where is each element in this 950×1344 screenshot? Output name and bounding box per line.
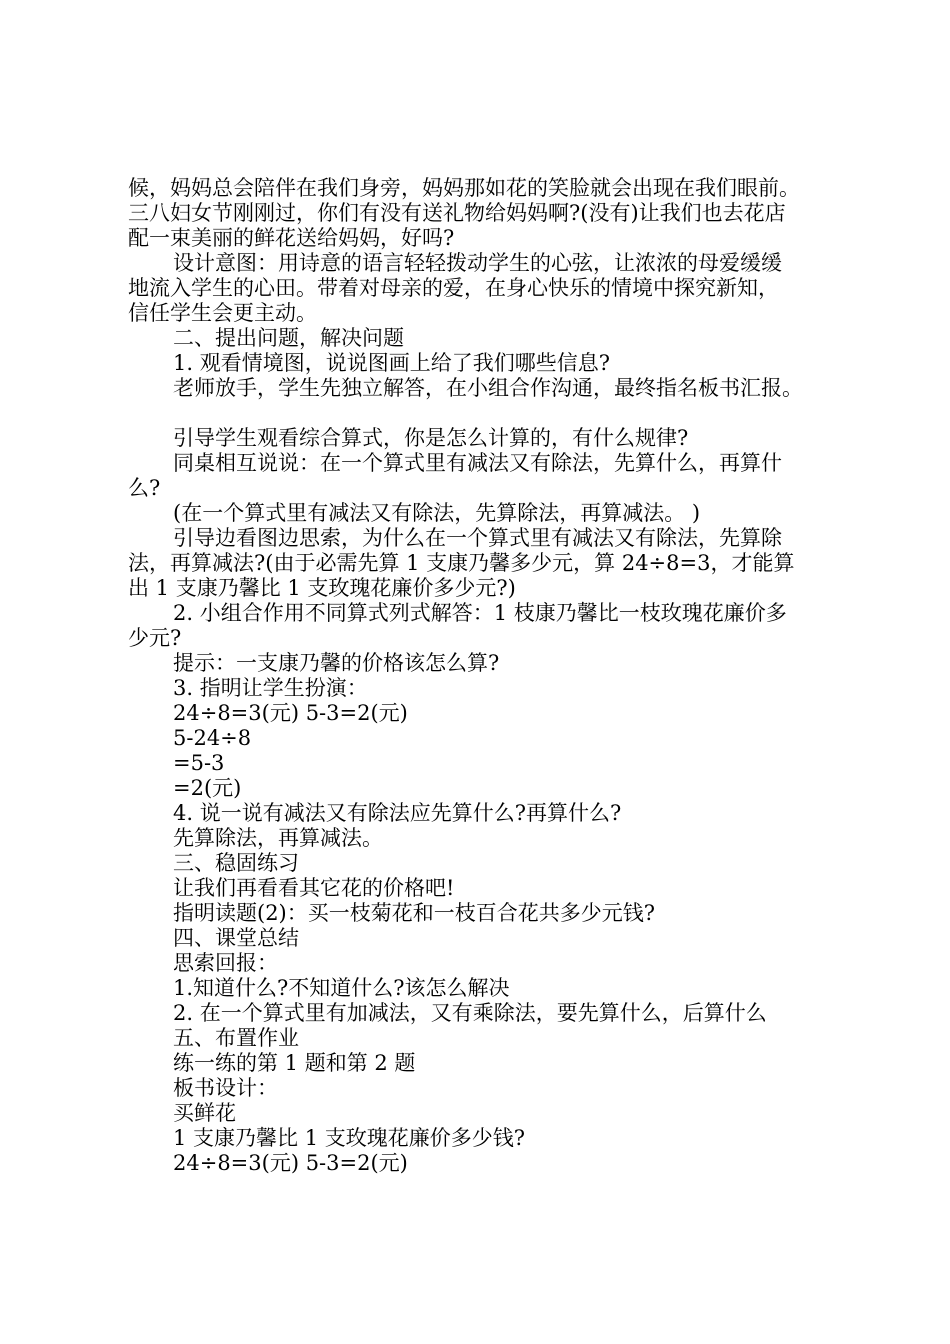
document-body — [128, 176, 838, 1176]
text-line: 引导边看图边思索，为什么在一个算式里有减法又有除法，先算除 — [173, 526, 782, 550]
formula-line: =5-3 — [173, 751, 225, 775]
text-line: 地流入学生的心田。带着对母亲的爱，在身心快乐的情境中探究新知， — [128, 276, 779, 300]
text-line: 同桌相互说说：在一个算式里有减法又有除法，先算什么，再算什 — [173, 451, 782, 475]
formula-line: 24÷8=3(元) 5-3=2(元) — [173, 701, 408, 725]
text-line: 思索回报： — [173, 951, 278, 975]
text-line: 引导学生观看综合算式，你是怎么计算的，有什么规律? — [173, 426, 689, 450]
text-line: 提示：一支康乃馨的价格该怎么算? — [173, 651, 500, 675]
blank-line — [128, 401, 838, 426]
section-heading: 二、提出问题，解决问题 — [173, 326, 404, 350]
text-line: 1.知道什么?不知道什么?该怎么解决 — [173, 976, 510, 1000]
text-line: 少元? — [128, 626, 182, 650]
text-line: 先算除法，再算减法。 — [173, 826, 383, 850]
text-line: 设计意图：用诗意的语言轻轻拨动学生的心弦，让浓浓的母爱缓缓 — [173, 251, 782, 275]
section-heading: 五、布置作业 — [173, 1026, 299, 1050]
text-line: 法，再算减法?(由于必需先算 1 支康乃馨多少元，算 24÷8=3，才能算 — [128, 551, 795, 575]
section-heading: 三、稳固练习 — [173, 851, 299, 875]
text-line: 3. 指明让学生扮演： — [173, 676, 368, 700]
text-line: 2. 小组合作用不同算式列式解答：1 枝康乃馨比一枝玫瑰花廉价多 — [173, 601, 787, 625]
text-line: 让我们再看看其它花的价格吧! — [173, 876, 455, 900]
text-line: 板书设计： — [173, 1076, 278, 1100]
text-line: 练一练的第 1 题和第 2 题 — [173, 1051, 416, 1075]
text-line: 三八妇女节刚刚过，你们有没有送礼物给妈妈啊?(没有)让我们也去花店 — [128, 201, 786, 225]
text-line: 买鲜花 — [173, 1101, 236, 1125]
formula-line: =2(元) — [173, 776, 242, 800]
formula-line: 24÷8=3(元) 5-3=2(元) — [173, 1151, 408, 1175]
formula-line: 5-24÷8 — [173, 726, 252, 750]
text-line: 老师放手，学生先独立解答，在小组合作沟通，最终指名板书汇报。 — [173, 376, 803, 400]
text-line: 候，妈妈总会陪伴在我们身旁，妈妈那如花的笑脸就会出现在我们眼前。 — [128, 176, 800, 200]
text-line: 信任学生会更主动。 — [128, 301, 317, 325]
section-heading: 四、课堂总结 — [173, 926, 299, 950]
text-line: 1 支康乃馨比 1 支玫瑰花廉价多少钱? — [173, 1126, 526, 1150]
text-line: 出 1 支康乃馨比 1 支玫瑰花廉价多少元?) — [128, 576, 516, 600]
text-line: 1. 观看情境图，说说图画上给了我们哪些信息? — [173, 351, 610, 375]
text-line: 指明读题(2)：买一枝菊花和一枝百合花共多少元钱? — [173, 901, 656, 925]
text-line: 配一束美丽的鲜花送给妈妈，好吗? — [128, 226, 455, 250]
text-line: 2. 在一个算式里有加减法，又有乘除法，要先算什么，后算什么 — [173, 1001, 767, 1025]
text-line: (在一个算式里有减法又有除法，先算除法，再算减法。 ) — [173, 501, 701, 525]
text-line: 4. 说一说有减法又有除法应先算什么?再算什么? — [173, 801, 622, 825]
text-line: 么? — [128, 476, 161, 500]
